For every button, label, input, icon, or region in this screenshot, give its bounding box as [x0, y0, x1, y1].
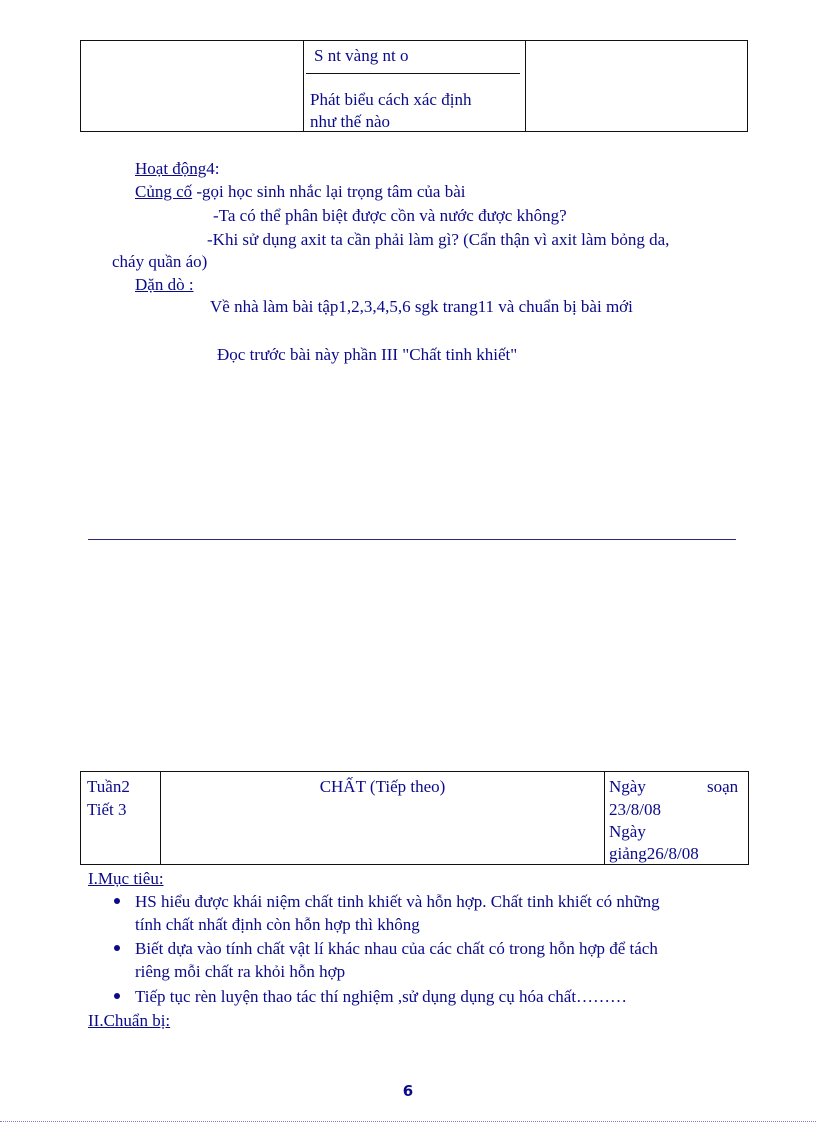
question-2: -Khi sử dụng axit ta cần phải làm gì? (Cẩn thận vì axit làm bỏng da,: [207, 230, 670, 249]
bullet-icon: [114, 898, 120, 904]
consolidate-line: [135, 181, 465, 203]
prep-label: Ngày: [609, 777, 646, 796]
section-separator: [88, 539, 736, 540]
bullet-icon: [114, 993, 120, 999]
objective-item-2-cont: riêng mỗi chất ra khỏi hỗn hợp: [135, 962, 346, 981]
homework-line-1: Về nhà làm bài tập1,2,3,4,5,6 sgk trang11 và chuẩn bị bài mới: [210, 297, 633, 316]
homework-label: [135, 274, 194, 296]
lesson-header-table: [80, 771, 749, 865]
homework-label-text: Dặn dò :: [135, 275, 194, 294]
activity-heading: [135, 158, 220, 180]
preparation-heading-text: II.Chuẩn bị:: [88, 1011, 171, 1030]
week-label: Tuần2: [87, 777, 130, 796]
page-number: 6: [402, 1082, 414, 1100]
table-divider: [604, 772, 605, 864]
objective-item-3: Tiếp tục rèn luyện thao tác thí nghiệm ,sử dụng dụng cụ hóa chất………: [135, 987, 628, 1006]
table-divider: [303, 41, 304, 131]
period-label: Tiết 3: [87, 800, 127, 819]
objective-item-1: HS hiểu được khái niệm chất tinh khiết và hỗn hợp. Chất tinh khiết có những: [135, 892, 660, 911]
activity-heading-number: 4:: [206, 159, 220, 178]
prep-date: 23/8/08: [609, 800, 661, 819]
consolidate-label: Củng cố: [135, 182, 193, 201]
teach-date: giảng26/8/08: [609, 844, 699, 863]
homework-line-2: Đọc trước bài này phần III "Chất tinh khiết": [217, 345, 518, 364]
activity-heading-label: Hoạt động: [135, 159, 207, 178]
table-cell-text: như thế nào: [310, 112, 391, 131]
question-2-cont: cháy quần áo): [112, 252, 208, 271]
objective-item-2: Biết dựa vào tính chất vật lí khác nhau của các chất có trong hỗn hợp để tách: [135, 939, 658, 958]
bullet-icon: [114, 945, 120, 951]
cell-rule: [306, 73, 520, 74]
table-divider: [525, 41, 526, 131]
objectives-heading-text: I.Mục tiêu:: [88, 869, 164, 888]
footer-rule: [0, 1121, 816, 1122]
table-cell-text: S nt vàng nt o: [314, 46, 409, 65]
objective-item-1-cont: tính chất nhất định còn hỗn hợp thì không: [135, 915, 420, 934]
consolidate-text: -gọi học sinh nhắc lại trọng tâm của bài: [192, 182, 466, 201]
prep-label-right: soạn: [707, 777, 739, 796]
top-table: [80, 40, 748, 132]
question-1: -Ta có thể phân biệt được cồn và nước được không?: [213, 206, 567, 225]
preparation-heading: [88, 1010, 170, 1032]
teach-label: Ngày: [609, 822, 646, 841]
table-cell-text: Phát biểu cách xác định: [310, 90, 472, 109]
lesson-title: CHẤT (Tiếp theo): [319, 777, 446, 796]
objectives-heading: [88, 868, 164, 890]
